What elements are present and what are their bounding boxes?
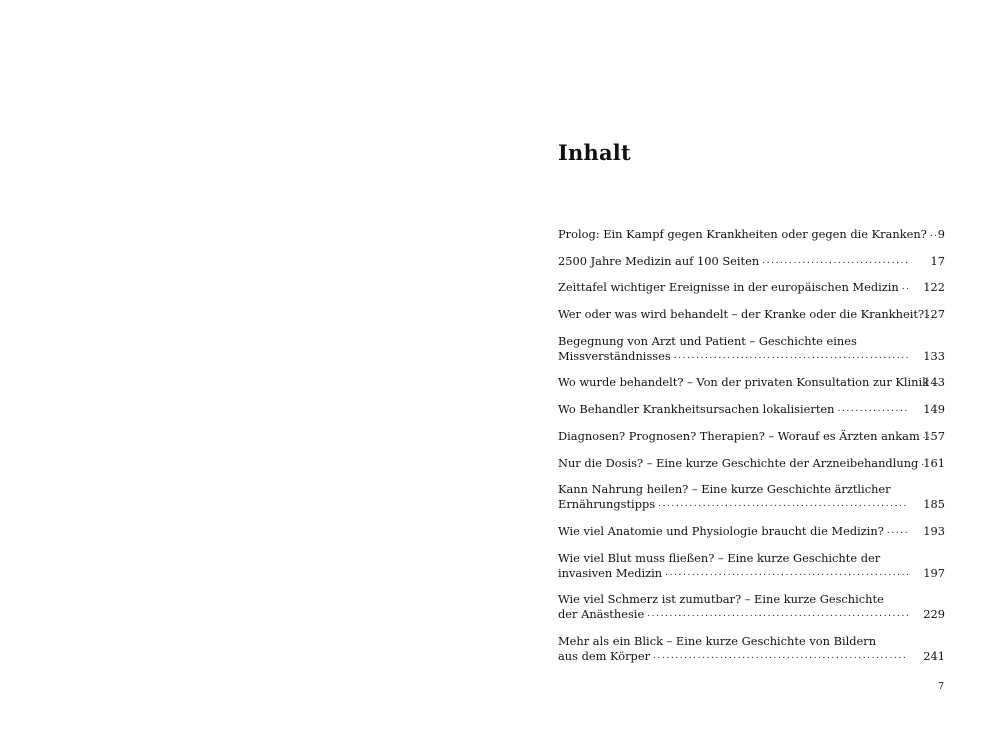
toc-entry: [558, 307, 945, 322]
toc-entry-text: [558, 551, 911, 581]
toc-entry-page-number: 127: [923, 307, 945, 322]
dot-leader: [902, 280, 908, 295]
toc-entry-page-number: 197: [923, 565, 945, 580]
toc-entry-text: [558, 307, 925, 322]
toc-entry-text: [558, 455, 919, 471]
toc-entry-title: Wo Behandler Krankheitsursachen lokalisierten: [558, 402, 835, 417]
toc-entry-title-line: Begegnung von Arzt und Patient – Geschichte eines: [558, 333, 857, 348]
toc-entry-page-number: 143: [923, 375, 945, 390]
toc-entry-page-number: 241: [923, 648, 945, 663]
toc-entry-page-number: 193: [923, 523, 945, 538]
toc-entry: [558, 334, 945, 364]
toc-entry-title: Nur die Dosis? – Eine kurze Geschichte der Arzneibehandlung: [558, 455, 919, 470]
toc-entry-page-number: 185: [923, 497, 945, 512]
toc-entry-title: Ernährungstipps: [558, 497, 656, 512]
toc-entry-title: Diagnosen? Prognosen? Therapien? – Worauf es Ärzten ankam: [558, 428, 920, 443]
toc-entry: [558, 456, 945, 471]
toc-entry: [558, 375, 945, 390]
toc-entry-title: Missverständnisses: [558, 348, 671, 363]
toc-entry-text: [558, 280, 911, 295]
dot-leader: [658, 497, 908, 512]
toc-entry-title-line: Wie viel Schmerz ist zumutbar? – Eine kurze Geschichte: [558, 592, 884, 607]
toc-entry-text: [558, 227, 927, 242]
toc-entry-text: [558, 375, 930, 390]
toc-entry-page-number: 122: [923, 280, 945, 295]
toc-entry-page-number: 161: [923, 455, 945, 470]
toc-entry: [558, 280, 945, 295]
toc-entry: [558, 429, 945, 444]
toc-entry-page-number: 149: [923, 402, 945, 417]
toc-entry-page-number: 133: [923, 348, 945, 363]
toc-entry-page-number: 17: [930, 253, 945, 268]
table-of-contents: [558, 227, 945, 676]
toc-entry-text: [558, 524, 911, 539]
toc-entry-title: der Anästhesie: [558, 607, 645, 622]
toc-entry-title-line: Kann Nahrung heilen? – Eine kurze Geschichte ärztlicher: [558, 482, 891, 497]
toc-entry-text: [558, 254, 911, 269]
toc-entry-page-number: 9: [937, 227, 945, 241]
toc-entry-text: [558, 482, 911, 512]
toc-entry: [558, 592, 945, 622]
toc-entry: [558, 524, 945, 539]
toc-entry: [558, 482, 945, 512]
toc-entry-title: aus dem Körper: [558, 648, 651, 663]
toc-entry-text: [558, 428, 920, 444]
page-number: 7: [938, 681, 945, 692]
toc-entry: [558, 254, 945, 269]
dot-leader: [665, 566, 908, 581]
dot-leader: [647, 607, 908, 622]
toc-entry-text: [558, 402, 911, 417]
toc-entry-text: [558, 334, 911, 364]
dot-leader: [674, 349, 908, 364]
dot-leader: [762, 254, 908, 269]
dot-leader: [653, 649, 908, 664]
toc-entry: [558, 402, 945, 417]
toc-entry: [558, 634, 945, 664]
right-page: [500, 0, 1000, 741]
dot-leader: [838, 402, 909, 417]
toc-entry-page-number: 157: [923, 428, 945, 443]
toc-entry-title: Wo wurde behandelt? – Von der privaten Konsultation zur Klinik: [558, 375, 930, 390]
toc-entry: [558, 227, 945, 242]
toc-entry-text: [558, 592, 911, 622]
toc-entry-title: Wie viel Anatomie und Physiologie braucht die Medizin?: [558, 523, 884, 538]
toc-entry-title: Zeittafel wichtiger Ereignisse in der europäischen Medizin: [558, 280, 899, 295]
toc-entry-title: Wer oder was wird behandelt – der Kranke oder die Krankheit?: [558, 307, 925, 322]
toc-entry-title: 2500 Jahre Medizin auf 100 Seiten: [558, 253, 760, 268]
toc-entry-page-number: 229: [923, 607, 945, 622]
toc-entry-title-line: Mehr als ein Blick – Eine kurze Geschichte von Bildern: [558, 633, 877, 648]
page-title: Inhalt: [558, 140, 631, 165]
toc-entry-title: Prolog: Ein Kampf gegen Krankheiten oder gegen die Kranken?: [558, 227, 927, 241]
toc-entry-title-line: Wie viel Blut muss fließen? – Eine kurze Geschichte der: [558, 550, 881, 565]
toc-entry: [558, 551, 945, 581]
toc-entry-text: [558, 634, 911, 664]
toc-entry-title: invasiven Medizin: [558, 565, 663, 580]
dot-leader: [887, 524, 908, 539]
